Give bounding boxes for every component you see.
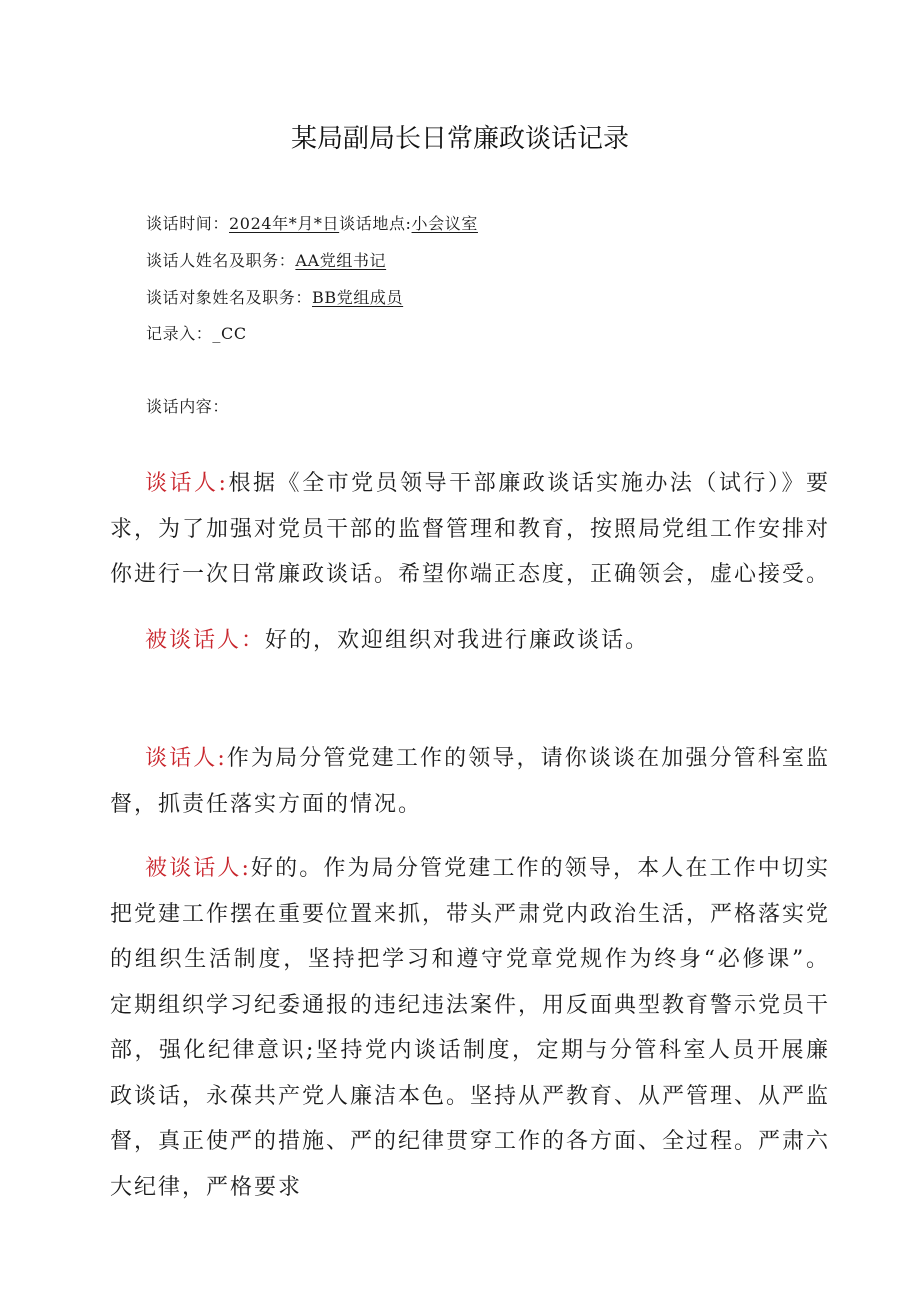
place-label: 谈话地点: xyxy=(339,214,412,233)
dialogue-paragraph xyxy=(110,736,830,827)
dialogue-text: 好的。作为局分管党建工作的领导，本人在工作中切实把党建工作摆在重要位置来抓，带头严肃党内政治生活，严格落实党的组织生活制度，坚持把学习和遵守党章党规作为终身“必修课”。定期组织学习纪委通报的违纪违法案件，用反面典型教育警示党员干部，强化纪律意识;坚持党内谈话制度，定期与分管科室人员开展廉政谈话，永葆共产党人廉洁本色。坚持从严教育、从严管理、从严监督，真正使严的措施、严的纪律贯穿工作的各方面、全过程。严肃六大纪律，严格要求 xyxy=(110,856,831,1200)
place-value: 小会议室 xyxy=(411,214,478,233)
dialogue-text: 根据《全市党员领导干部廉政谈话实施办法（试行）》要求，为了加强对党员干部的监督管理和教育，按照局党组工作安排对你进行一次日常廉政谈话。希望你端正态度，正确领会，虚心接受。 xyxy=(110,471,831,587)
time-label: 谈话时间： xyxy=(146,214,230,233)
meta-interviewer xyxy=(146,248,386,271)
speaker-label: 被谈话人： xyxy=(145,628,266,653)
interviewer-value: AA党组书记 xyxy=(295,251,387,270)
dialogue-text: 作为局分管党建工作的领导，请你谈谈在加强分管科室监督，抓责任落实方面的情况。 xyxy=(110,746,830,817)
document-title: 某局副局长日常廉政谈话记录 xyxy=(290,124,629,154)
meta-recorder xyxy=(146,321,247,344)
dialogue-paragraph xyxy=(110,846,830,1210)
speaker-label: 被谈话人: xyxy=(145,856,251,881)
meta-time-place xyxy=(146,211,478,234)
speaker-label: 谈话人: xyxy=(145,471,228,496)
content-label: 谈话内容： xyxy=(146,397,230,416)
dialogue-paragraph xyxy=(110,461,830,598)
meta-interviewee xyxy=(146,285,403,308)
interviewee-value: BB党组成员 xyxy=(312,288,404,307)
interviewer-label: 谈话人姓名及职务： xyxy=(146,251,296,270)
dialogue-paragraph xyxy=(110,618,830,664)
speaker-label: 谈话人: xyxy=(145,746,227,771)
dialogue-text: 好的，欢迎组织对我进行廉政谈话。 xyxy=(265,628,650,653)
time-value: 2024年*月*日 xyxy=(229,214,340,233)
recorder-value: _CC xyxy=(212,324,247,343)
interviewee-label: 谈话对象姓名及职务： xyxy=(146,288,313,307)
recorder-label: 记录入： xyxy=(146,324,213,343)
